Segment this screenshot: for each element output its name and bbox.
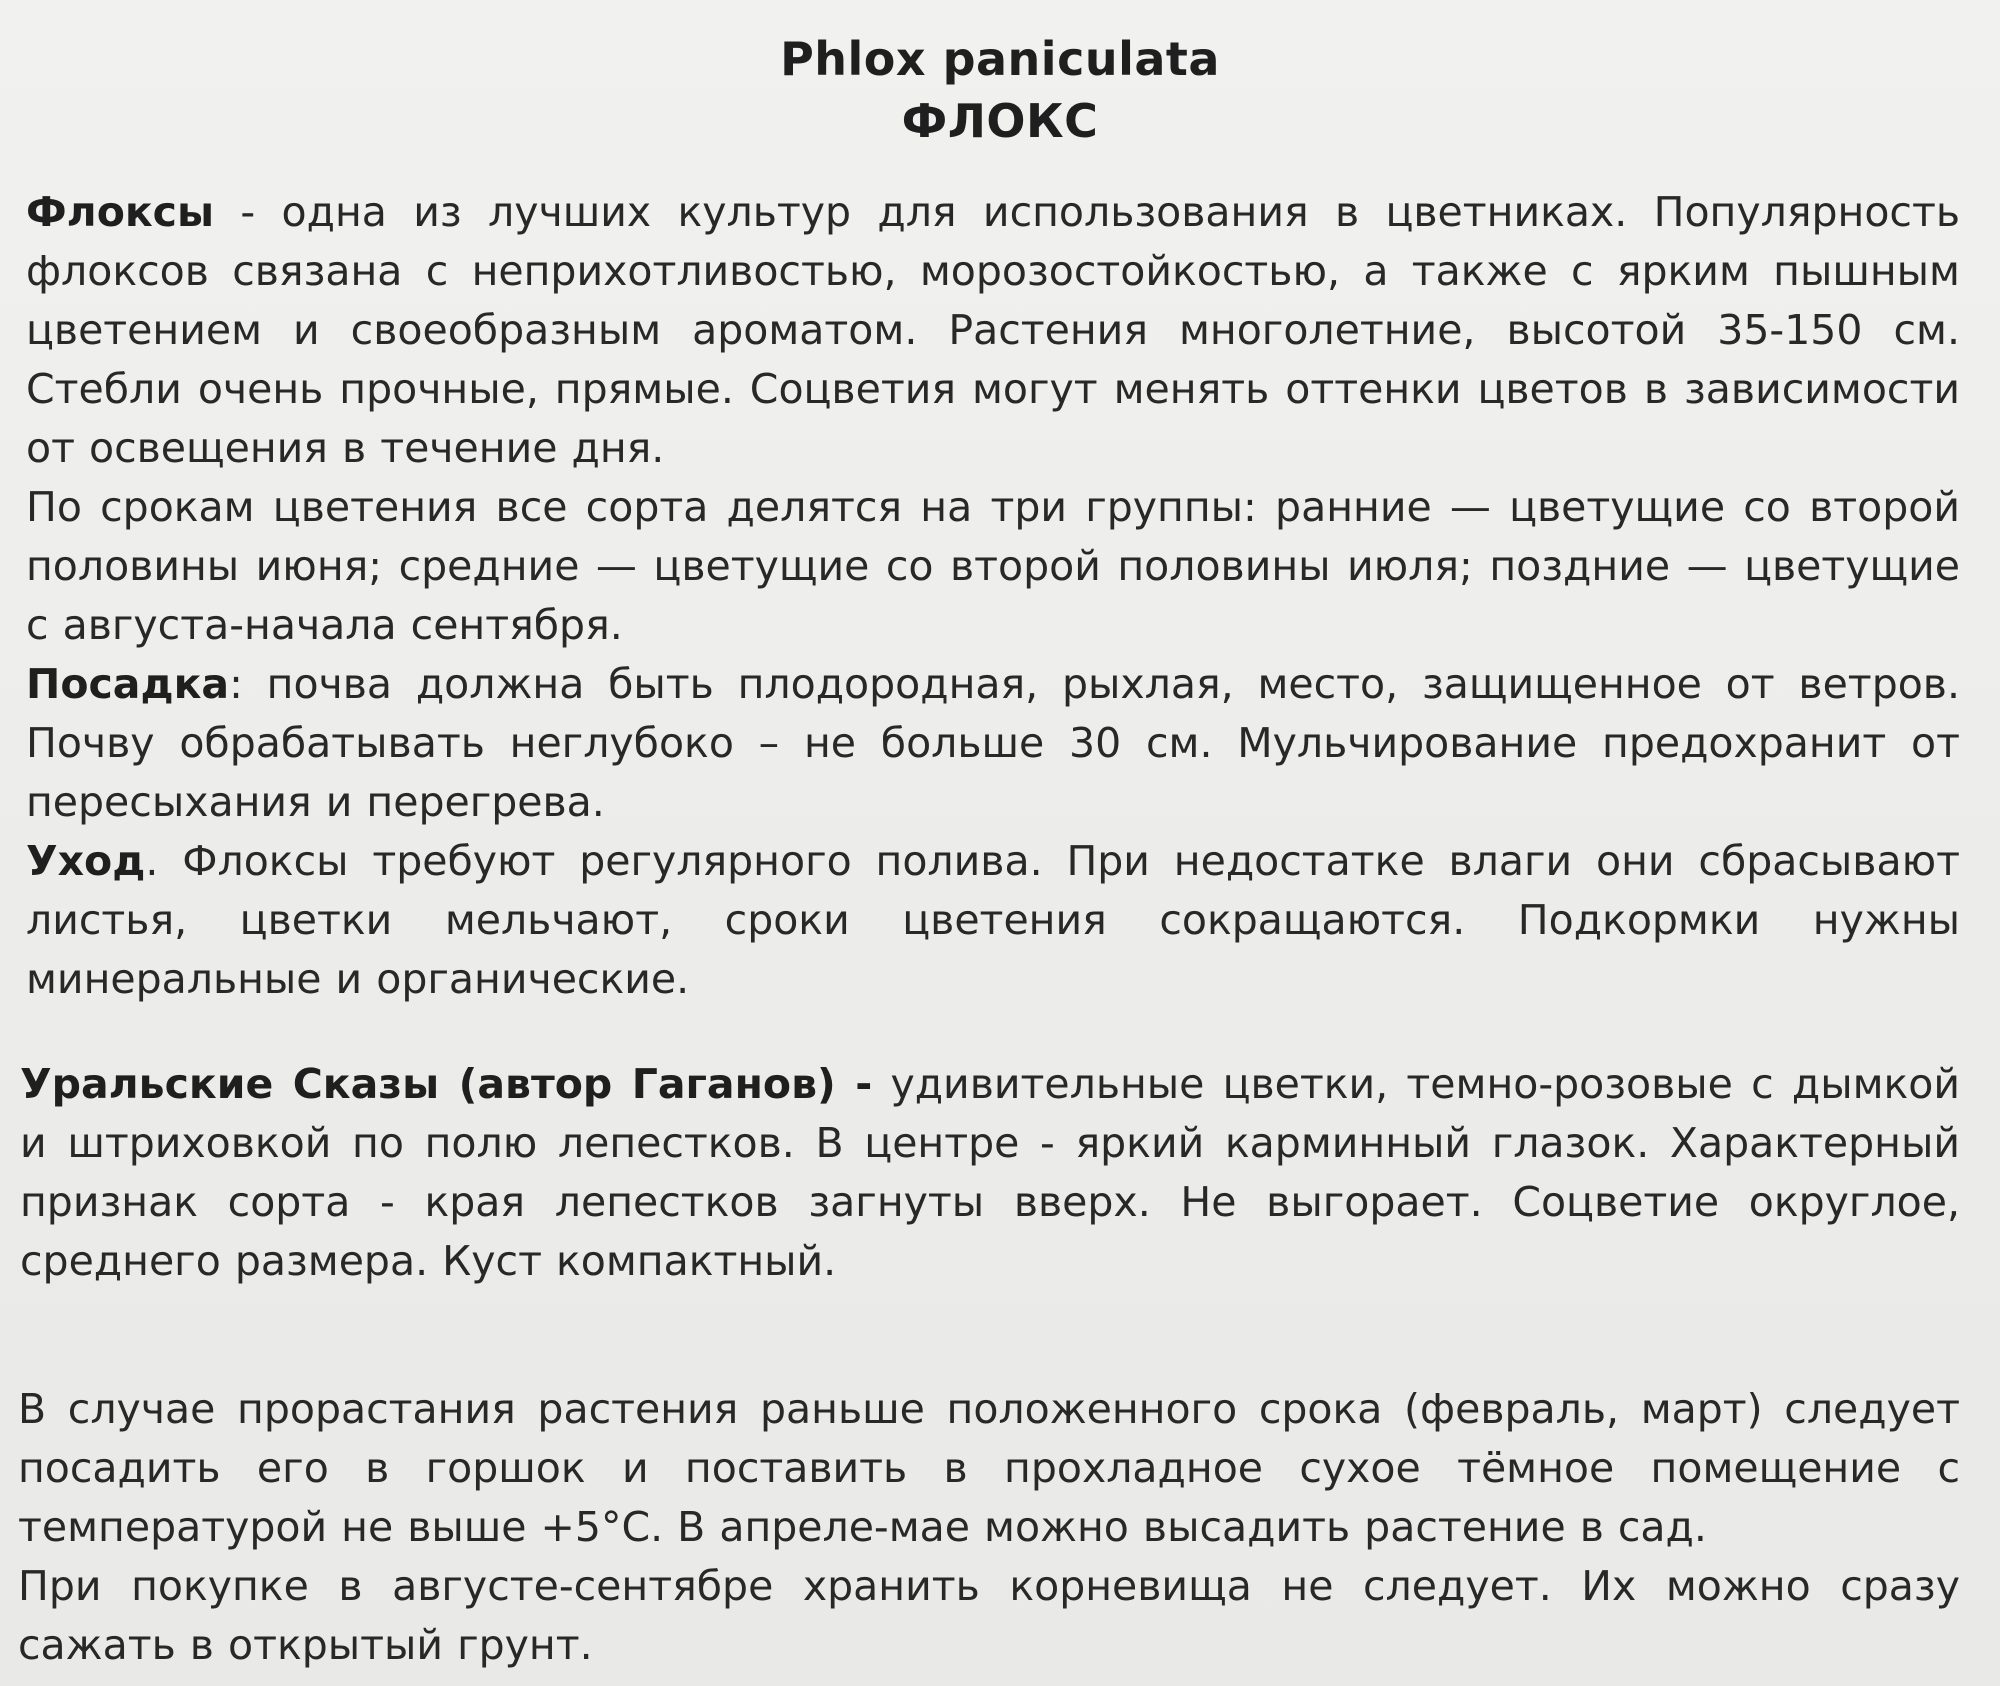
latin-title: Phlox paniculata <box>780 32 1220 86</box>
intro-text-2: По срокам цветения все сорта делятся на три группы: ранние — цветущие со второй половины июня; средние — цветущие со второй половины июля; поздние — цветущие с августа-начала сентября. <box>26 483 1960 649</box>
storage-text-1: В случае прорастания растения раньше положенного срока (февраль, март) следует посадить его в горшок и поставить в прохладное сухое тёмное помещение с температурой не выше +5°С. В апреле-мае можно высадить растение в сад. <box>18 1385 1960 1551</box>
russian-title: ФЛОКС <box>901 94 1099 148</box>
storage-paragraph-2 <box>18 1557 1960 1675</box>
planting-text: : почва должна быть плодородная, рыхлая, место, защищенное от ветров. Почву обрабатывать неглубоко – не больше 30 см. Мульчирование предохранит от пересыхания и перегрева. <box>26 660 1960 826</box>
intro-lead-phlox: Флоксы <box>26 188 215 236</box>
variety-paragraph <box>20 1055 1960 1291</box>
storage-section <box>18 1380 1960 1675</box>
care-text: . Флоксы требуют регулярного полива. При недостатке влаги они сбрасывают листья, цветки мельчают, сроки цветения сокращаются. Подкормки нужны минеральные и органические. <box>26 837 1960 1003</box>
care-lead: Уход <box>26 837 146 885</box>
title-block <box>0 28 2000 152</box>
intro-text-1: - одна из лучших культур для использования в цветниках. Популярность флоксов связана с неприхотливостью, морозостойкостью, а также с ярким пышным цветением и своеобразным ароматом. Растения многолетние, высотой 35-150 см. Стебли очень прочные, прямые. Соцветия могут менять оттенки цветов в зависимости от освещения в течение дня. <box>26 188 1960 472</box>
care-paragraph <box>26 832 1960 1009</box>
intro-paragraph-1 <box>26 183 1960 478</box>
planting-paragraph <box>26 655 1960 832</box>
variety-text: удивительные цветки, темно-розовые с дымкой и штриховкой по полю лепестков. В центре - яркий карминный глазок. Характерный признак сорта - края лепестков загнуты вверх. Не выгорает. Соцветие округлое, среднего размера. Куст компактный. <box>20 1060 1960 1285</box>
intro-paragraph-2 <box>26 478 1960 655</box>
storage-text-2: При покупке в августе-сентябре хранить корневища не следует. Их можно сразу сажать в открытый грунт. <box>18 1562 1960 1669</box>
intro-section <box>26 183 1960 1009</box>
variety-lead: Уральские Сказы (автор Гаганов) - <box>20 1060 873 1108</box>
variety-section <box>20 1055 1960 1291</box>
storage-paragraph-1 <box>18 1380 1960 1557</box>
planting-lead: Посадка <box>26 660 230 708</box>
